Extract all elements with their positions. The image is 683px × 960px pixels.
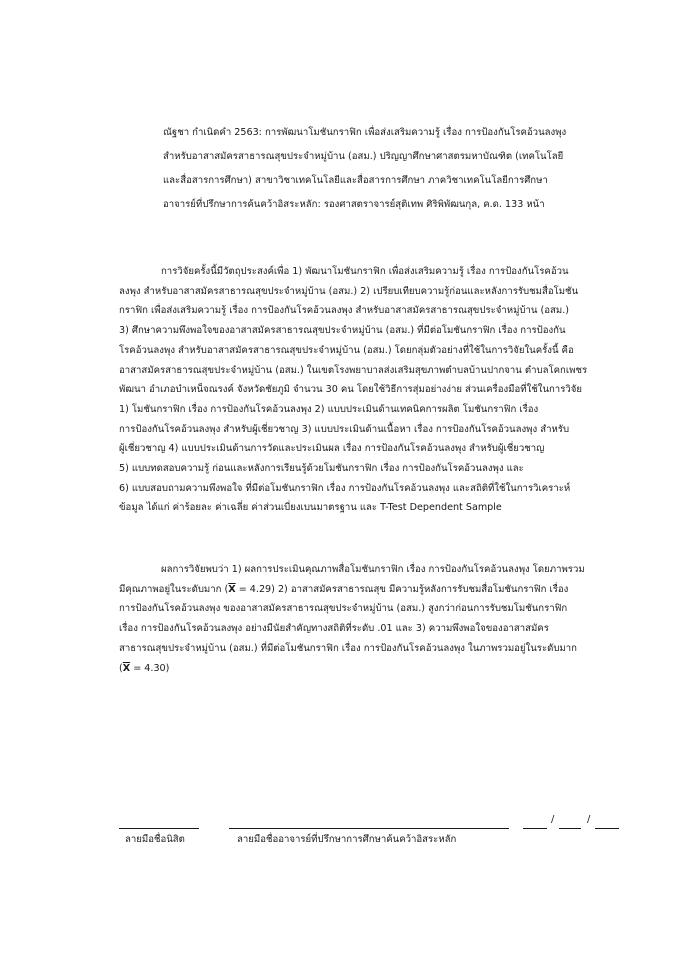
date-separator: /: [587, 814, 591, 825]
abstract-line: โรคอ้วนลงพุง สำหรับอาสาสมัครสาธารณสุขประจำหมู่บ้าน (อสม.) โดยกลุ่มตัวอย่างที่ใช้ในการวิจัยในครั้งนี้ คือ: [119, 344, 574, 356]
abstract-line: การวิจัยครั้งนี้มีวัตถุประสงค์เพื่อ 1) พัฒนาโมชันกราฟิก เพื่อส่งเสริมความรู้ เรื่อง การป้องกันโรคอ้วน: [161, 266, 569, 277]
results-line: ผลการวิจัยพบว่า 1) ผลการประเมินคุณภาพสื่อโมชันกราฟิก เรื่อง การป้องกันโรคอ้วนลงพุง โดยภาพรวม: [161, 564, 585, 575]
results-line: สาธารณสุขประจำหมู่บ้าน (อสม.) ที่มีต่อโมชันกราฟิก เรื่อง การป้องกันโรคอ้วนลงพุง ในภาพรวมอยู่ในระดับมาก: [119, 642, 577, 654]
abstract-line: ข้อมูล ได้แก่ ค่าร้อยละ ค่าเฉลี่ย ค่าส่วนเบี่ยงเบนมาตรฐาน และ T-Test Dependent Sample: [119, 502, 502, 514]
results-text: = 4.30): [130, 662, 170, 674]
student-signature-label: ลายมือชื่อนิสิต: [125, 834, 185, 845]
mean-symbol: $\overline{X}$: [228, 583, 236, 595]
abstract-line: การป้องกันโรคอ้วนลงพุง สำหรับผู้เชี่ยวชาญ 3) แบบประเมินด้านเนื้อหา เรื่อง การป้องกันโรคอ้วนลงพุง สำหรับ: [119, 423, 570, 435]
abstract-line: ลงพุง สำหรับอาสาสมัครสาธารณสุขประจำหมู่บ้าน (อสม.) 2) เปรียบเทียบความรู้ก่อนและหลังการรับชมสื่อโมชัน: [119, 285, 579, 297]
abstract-line: 5) แบบทดสอบความรู้ ก่อนและหลังการเรียนรู้ด้วยโมชันกราฟิก เรื่อง การป้องกันโรคอ้วนลงพุง และ: [119, 463, 524, 475]
mean-symbol: $\overline{X}$: [122, 662, 131, 674]
advisor-signature-label: ลายมือชื่ออาจารย์ที่ปรึกษาการศึกษาค้นคว้าอิสระหลัก: [237, 834, 457, 845]
abstract-line: 1) โมชันกราฟิก เรื่อง การป้องกันโรคอ้วนลงพุง 2) แบบประเมินด้านเทคนิคการผลิต โมชันกราฟิก เรื่อง: [119, 403, 539, 415]
signature-row: [0, 814, 683, 880]
results-text: มีคุณภาพอยู่ในระดับมาก (: [119, 583, 229, 595]
advisor-signature-line: [229, 820, 509, 829]
abstract-line: 3) ศึกษาความพึงพอใจของอาสาสมัครสาธารณสุขประจำหมู่บ้าน (อสม.) ที่มีต่อโมชันกราฟิก เรื่อง การป้องกัน: [119, 325, 566, 337]
abstract-line: อาสาสมัครสาธารณสุขประจำหมู่บ้าน (อสม.) ในเขตโรงพยาบาลส่งเสริมสุขภาพตำบลบ้านปากจาน ตำบลโคกเพชร: [119, 364, 588, 376]
results-text: (: [119, 662, 123, 674]
results-line: การป้องกันโรคอ้วนลงพุง ของอาสาสมัครสาธารณสุขประจำหมู่บ้าน (อสม.) สูงกว่าก่อนการรับชมโมชันกราฟิก: [119, 603, 568, 615]
results-paragraph: [119, 560, 585, 678]
header-line: สำหรับอาสาสมัครสาธารณสุขประจำหมู่บ้าน (อสม.) ปริญญาศึกษาศาสตรมหาบัณฑิต (เทคโนโลยี: [163, 151, 564, 162]
abstract-line: ผู้เชี่ยวชาญ 4) แบบประเมินด้านการวัดและประเมินผล เรื่อง การป้องกันโรคอ้วนลงพุง สำหรับผู้เชี่ยวชาญ: [119, 443, 545, 455]
results-line: เรื่อง การป้องกันโรคอ้วนลงพุง อย่างมีนัยสำคัญทางสถิติที่ระดับ .01 และ 3) ความพึงพอใจของอาสาสมัคร: [119, 623, 549, 635]
results-line: [119, 580, 574, 600]
student-signature-line: [119, 820, 199, 829]
abstract-line: พัฒนา อำเภอบำเหน็จณรงค์ จังหวัดชัยภูมิ จำนวน 30 คน โดยใช้วิธีการสุ่มอย่างง่าย ส่วนเครื่องมือที่ใช้ในการวิจัย: [119, 384, 582, 396]
abstract-line: 6) แบบสอบถามความพึงพอใจ ที่มีต่อโมชันกราฟิก เรื่อง การป้องกันโรคอ้วนลงพุง และสถิติที่ใช้ในการวิเคราะห์: [119, 482, 571, 494]
header-line: และสื่อสารการศึกษา) สาขาวิชาเทคโนโลยีและสื่อสารการศึกษา ภาควิชาเทคโนโลยีการศึกษา: [163, 175, 548, 186]
results-line: [119, 659, 574, 679]
header-line: ณัฐชา กำเนิดคำ 2563: การพัฒนาโมชันกราฟิก เพื่อส่งเสริมความรู้ เรื่อง การป้องกันโรคอ้วนลงพุง: [163, 127, 567, 138]
date-day-line: [523, 820, 547, 829]
results-text: = 4.29) 2) อาสาสมัครสาธารณสุข มีความรู้หลังการรับชมสื่อโมชันกราฟิก เรื่อง: [235, 583, 569, 595]
abstract-line: กราฟิก เพื่อส่งเสริมความรู้ เรื่อง การป้องกันโรคอ้วนลงพุง สำหรับอาสาสมัครสาธารณสุขประจำหมู่บ้าน (อสม.): [119, 305, 569, 317]
header-line: อาจารย์ที่ปรึกษาการค้นคว้าอิสระหลัก: รองศาสตราจารย์สุติเทพ ศิริพิพัฒนกุล, ค.ด. 133 หน้า: [163, 199, 545, 210]
date-month-line: [559, 820, 581, 829]
date-separator: /: [551, 814, 555, 825]
abstract-paragraph: [119, 262, 588, 518]
thesis-header: [163, 121, 633, 217]
date-year-line: [595, 820, 619, 829]
